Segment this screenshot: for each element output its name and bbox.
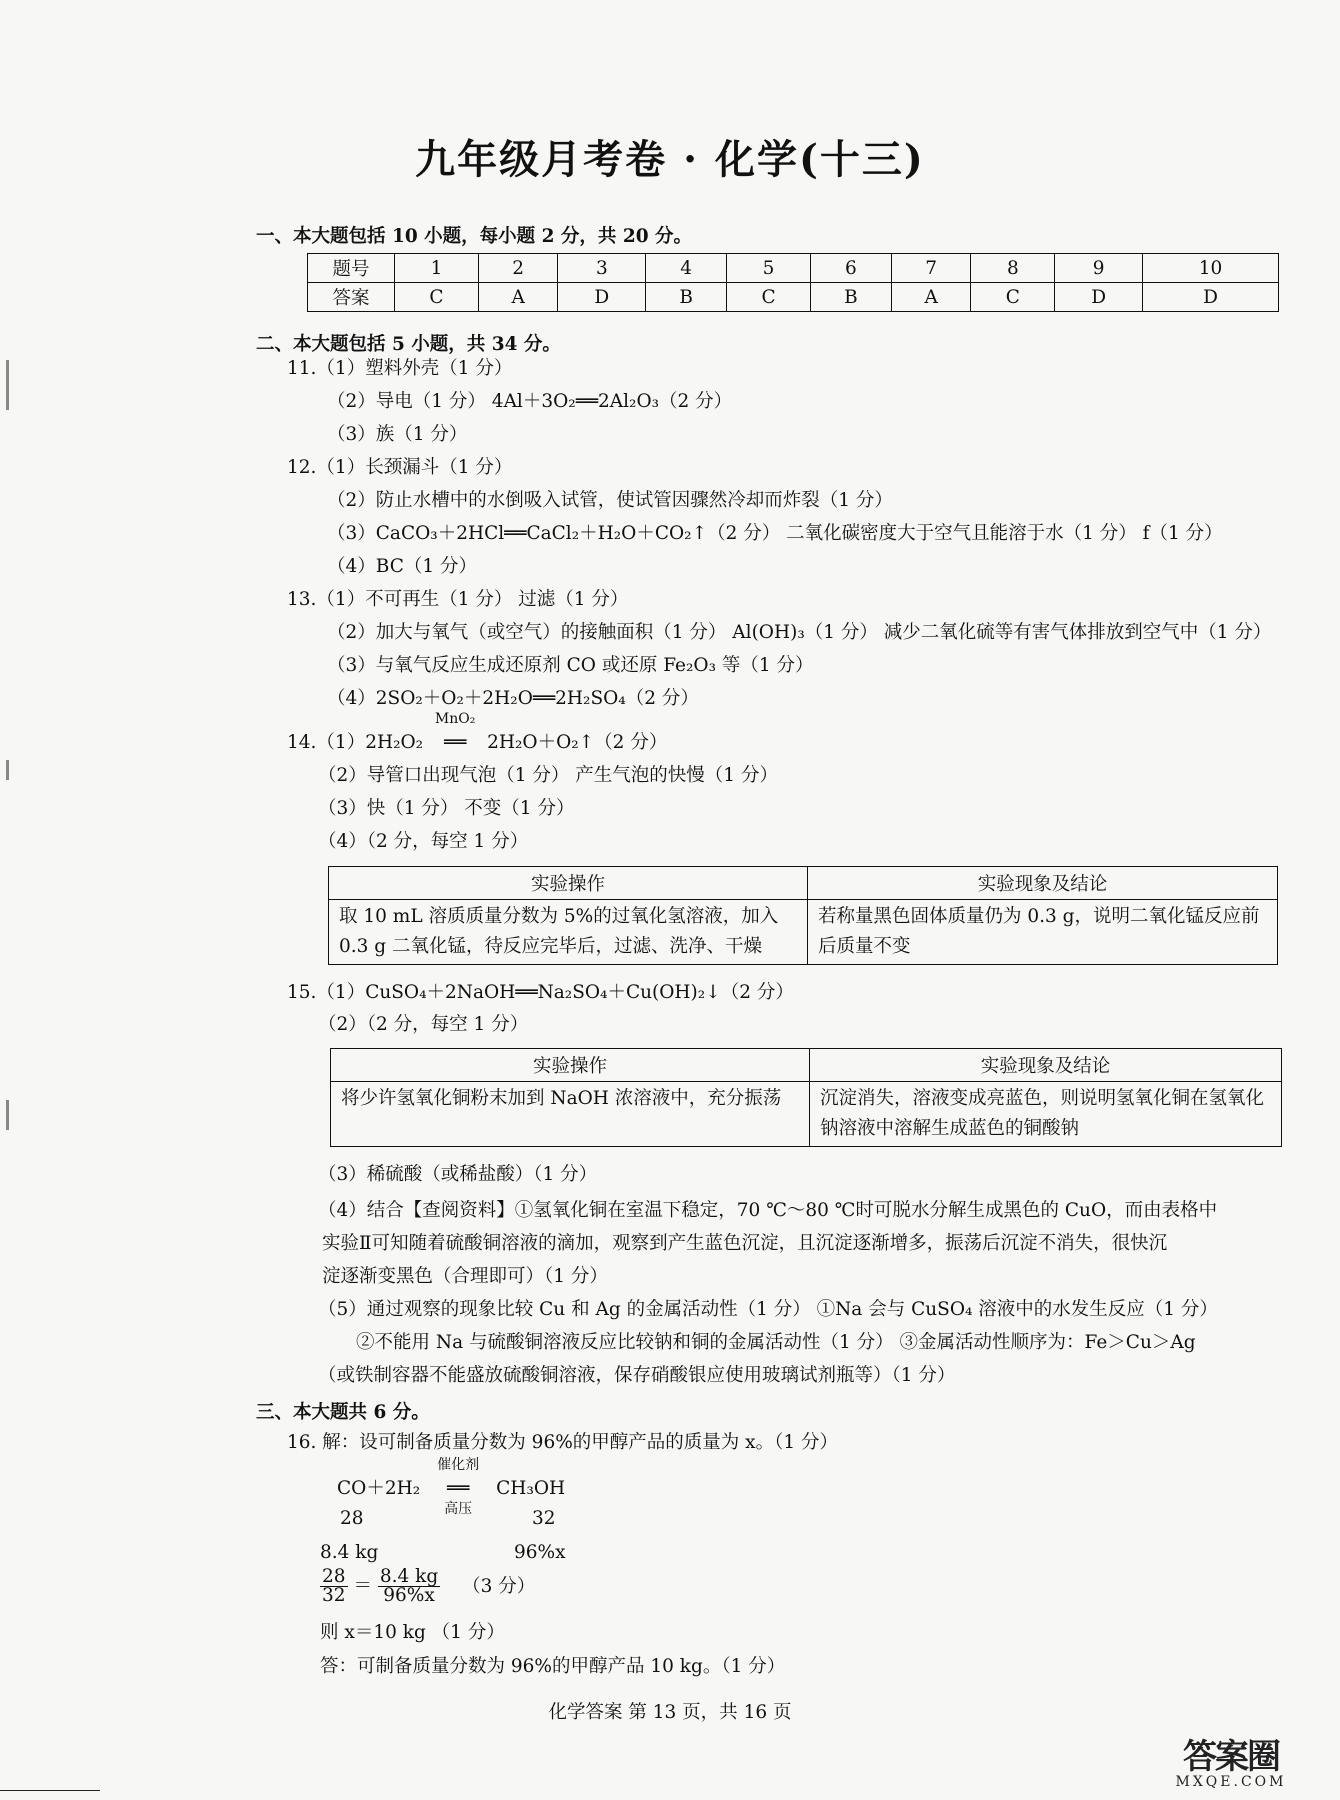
q14-catalyst: MnO₂ xyxy=(434,711,476,727)
q16-mass-unknown: 96%x xyxy=(514,1542,566,1563)
q16-result: 则 x＝10 kg （1 分） xyxy=(320,1622,505,1643)
cell-answer: D xyxy=(1143,283,1279,312)
q16-eq-condition-top: 催化剂 xyxy=(437,1457,480,1473)
cell-number: 10 xyxy=(1143,254,1279,283)
cell-answer: C xyxy=(971,283,1055,312)
cell-number: 5 xyxy=(727,254,811,283)
bottom-rule xyxy=(0,1790,100,1791)
margin-mark xyxy=(6,360,9,410)
q14-line: （2）导管口出现气泡（1 分） 产生气泡的快慢（1 分） xyxy=(318,765,778,786)
q16-equation xyxy=(337,1457,566,1517)
q15-line: （3）稀硫酸（或稀盐酸）（1 分） xyxy=(318,1164,598,1185)
q16-molar-mass-ch3oh: 32 xyxy=(532,1508,556,1529)
cell-answer: D xyxy=(558,283,646,312)
q15-experiment-table xyxy=(330,1048,1282,1147)
fraction-denominator: 96%x xyxy=(383,1585,435,1606)
watermark-logo xyxy=(1136,1737,1326,1795)
q14-table-header-result: 实验现象及结论 xyxy=(808,867,1278,900)
q15-line: 15.（1）CuSO₄＋2NaOH══Na₂SO₄＋Cu(OH)₂↓（2 分） xyxy=(287,982,794,1003)
cell-answer: A xyxy=(478,283,558,312)
answer-table-number-row xyxy=(308,254,1279,283)
q15-line: ②不能用 Na 与硫酸铜溶液反应比较钠和铜的金属活动性（1 分） ③金属活动性顺序为：Fe＞Cu＞Ag xyxy=(356,1332,1196,1353)
q16-answer: 答：可制备质量分数为 96%的甲醇产品 10 kg。（1 分） xyxy=(320,1656,786,1677)
row-label-answer: 答案 xyxy=(308,283,395,312)
section2-heading: 二、本大题包括 5 小题，共 34 分。 xyxy=(256,334,561,355)
q15-table-result: 沉淀消失，溶液变成亮蓝色，则说明氢氧化铜在氢氧化钠溶液中溶解生成蓝色的铜酸钠 xyxy=(810,1082,1282,1147)
q12-line: 12.（1）长颈漏斗（1 分） xyxy=(287,457,513,478)
q11-line: 11.（1）塑料外壳（1 分） xyxy=(287,358,513,379)
cell-number: 4 xyxy=(646,254,727,283)
q13-line: 13.（1）不可再生（1 分） 过滤（1 分） xyxy=(287,589,629,610)
cell-number: 9 xyxy=(1055,254,1143,283)
q14-eq-left: 14.（1）2H₂O₂ xyxy=(287,732,424,753)
cell-answer: A xyxy=(891,283,971,312)
q16-eq-right: CH₃OH xyxy=(496,1478,566,1499)
q13-line: （2）加大与氧气（或空气）的接触面积（1 分） Al(OH)₃（1 分） 减少二氧化硫等有害气体排放到空气中（1 分） xyxy=(327,622,1272,643)
cell-answer: D xyxy=(1055,283,1143,312)
q12-line: （4）BC（1 分） xyxy=(327,556,478,577)
cell-answer: B xyxy=(646,283,727,312)
q15-table-header-result: 实验现象及结论 xyxy=(810,1049,1282,1082)
page-footer: 化学答案 第 13 页，共 16 页 xyxy=(548,1702,792,1723)
cell-number: 1 xyxy=(395,254,479,283)
q12-line: （2）防止水槽中的水倒吸入试管，使试管因骤然冷却而炸裂（1 分） xyxy=(327,490,893,511)
q15-line: 实验Ⅱ可知随着硫酸铜溶液的滴加，观察到产生蓝色沉淀，且沉淀逐渐增多，振荡后沉淀不消失，很快沉 xyxy=(322,1233,1168,1254)
q15-line: （2）（2 分，每空 1 分） xyxy=(318,1014,529,1035)
row-label-number: 题号 xyxy=(308,254,395,283)
q15-line: （5）通过观察的现象比较 Cu 和 Ag 的金属活动性（1 分） ①Na 会与 CuSO₄ 溶液中的水发生反应（1 分） xyxy=(318,1299,1218,1320)
cell-number: 2 xyxy=(478,254,558,283)
cell-answer: C xyxy=(727,283,811,312)
q13-line: （4）2SO₂＋O₂＋2H₂O══2H₂SO₄（2 分） xyxy=(327,688,699,709)
q16-setup: 16. 解：设可制备质量分数为 96%的甲醇产品的质量为 x。（1 分） xyxy=(287,1432,839,1453)
fraction-numerator: 28 xyxy=(322,1566,346,1587)
cell-number: 7 xyxy=(891,254,971,283)
q14-table-header-operation: 实验操作 xyxy=(329,867,808,900)
answer-table xyxy=(307,253,1279,312)
answer-table-answer-row xyxy=(308,283,1279,312)
q12-line: （3）CaCO₃＋2HCl══CaCl₂＋H₂O＋CO₂↑（2 分） 二氧化碳密度大于空气且能溶于水（1 分） f（1 分） xyxy=(327,523,1223,544)
cell-answer: B xyxy=(810,283,891,312)
q15-table-header-operation: 实验操作 xyxy=(331,1049,810,1082)
logo-url: MXQE.COM xyxy=(1175,1774,1287,1790)
section1-heading: 一、本大题包括 10 小题，每小题 2 分，共 20 分。 xyxy=(256,226,693,247)
cell-answer: C xyxy=(395,283,479,312)
margin-mark xyxy=(6,760,9,780)
q16-eq-condition-bottom: 高压 xyxy=(444,1501,473,1517)
q15-line: 淀逐渐变黑色（合理即可）（1 分） xyxy=(322,1266,608,1287)
section3-heading: 三、本大题共 6 分。 xyxy=(256,1402,430,1423)
fraction-denominator: 32 xyxy=(322,1585,346,1606)
q11-line: （2）导电（1 分） 4Al＋3O₂══2Al₂O₃（2 分） xyxy=(327,391,733,412)
q14-table-operation: 取 10 mL 溶质质量分数为 5%的过氧化氢溶液，加入 0.3 g 二氧化锰，待反应完毕后，过滤、洗净、干燥 xyxy=(329,900,808,965)
q14-equation xyxy=(287,711,668,756)
cell-number: 3 xyxy=(558,254,646,283)
q15-line: （4）结合【查阅资料】①氢氧化铜在室温下稳定，70 ℃～80 ℃时可脱水分解生成黑色的 CuO，而由表格中 xyxy=(318,1200,1218,1221)
q16-eq-left: CO＋2H₂ xyxy=(337,1478,421,1499)
q14-line: （3）快（1 分） 不变（1 分） xyxy=(318,798,575,819)
q16-mass-given: 8.4 kg xyxy=(320,1542,379,1563)
logo-text: 答案圈 xyxy=(1183,1737,1279,1777)
q14-table-result: 若称量黑色固体质量仍为 0.3 g，说明二氧化锰反应前后质量不变 xyxy=(808,900,1278,965)
q14-experiment-table xyxy=(328,866,1278,965)
fraction-numerator: 8.4 kg xyxy=(379,1566,439,1587)
q16-eq-arrow: 催化剂 ══ 高压 xyxy=(420,1478,496,1499)
q11-line: （3）族（1 分） xyxy=(327,424,468,445)
q13-line: （3）与氧气反应生成还原剂 CO 或还原 Fe₂O₃ 等（1 分） xyxy=(327,655,814,676)
margin-mark xyxy=(6,1100,9,1130)
q16-proportion: $\frac{28}{32}$ ＝ $\frac{8.4 kg}{96\%x}$ （3 分） xyxy=(322,1566,536,1606)
q16-molar-mass-co: 28 xyxy=(340,1508,364,1529)
q16-proportion-score: （3 分） xyxy=(462,1575,536,1597)
page-title: 九年级月考卷 · 化学(十三) xyxy=(415,136,925,183)
q16-fraction-left xyxy=(320,1568,348,1605)
q14-eq-arrow: MnO₂ ══ xyxy=(423,730,487,756)
q14-line: （4）（2 分，每空 1 分） xyxy=(318,831,529,852)
q16-fraction-right xyxy=(378,1568,440,1605)
cell-number: 6 xyxy=(810,254,891,283)
q15-line: （或铁制容器不能盛放硫酸铜溶液，保存硝酸银应使用玻璃试剂瓶等）（1 分） xyxy=(318,1365,956,1386)
cell-number: 8 xyxy=(971,254,1055,283)
q15-table-operation: 将少许氢氧化铜粉末加到 NaOH 浓溶液中，充分振荡 xyxy=(331,1082,810,1147)
q14-eq-right: 2H₂O＋O₂↑（2 分） xyxy=(487,732,668,753)
